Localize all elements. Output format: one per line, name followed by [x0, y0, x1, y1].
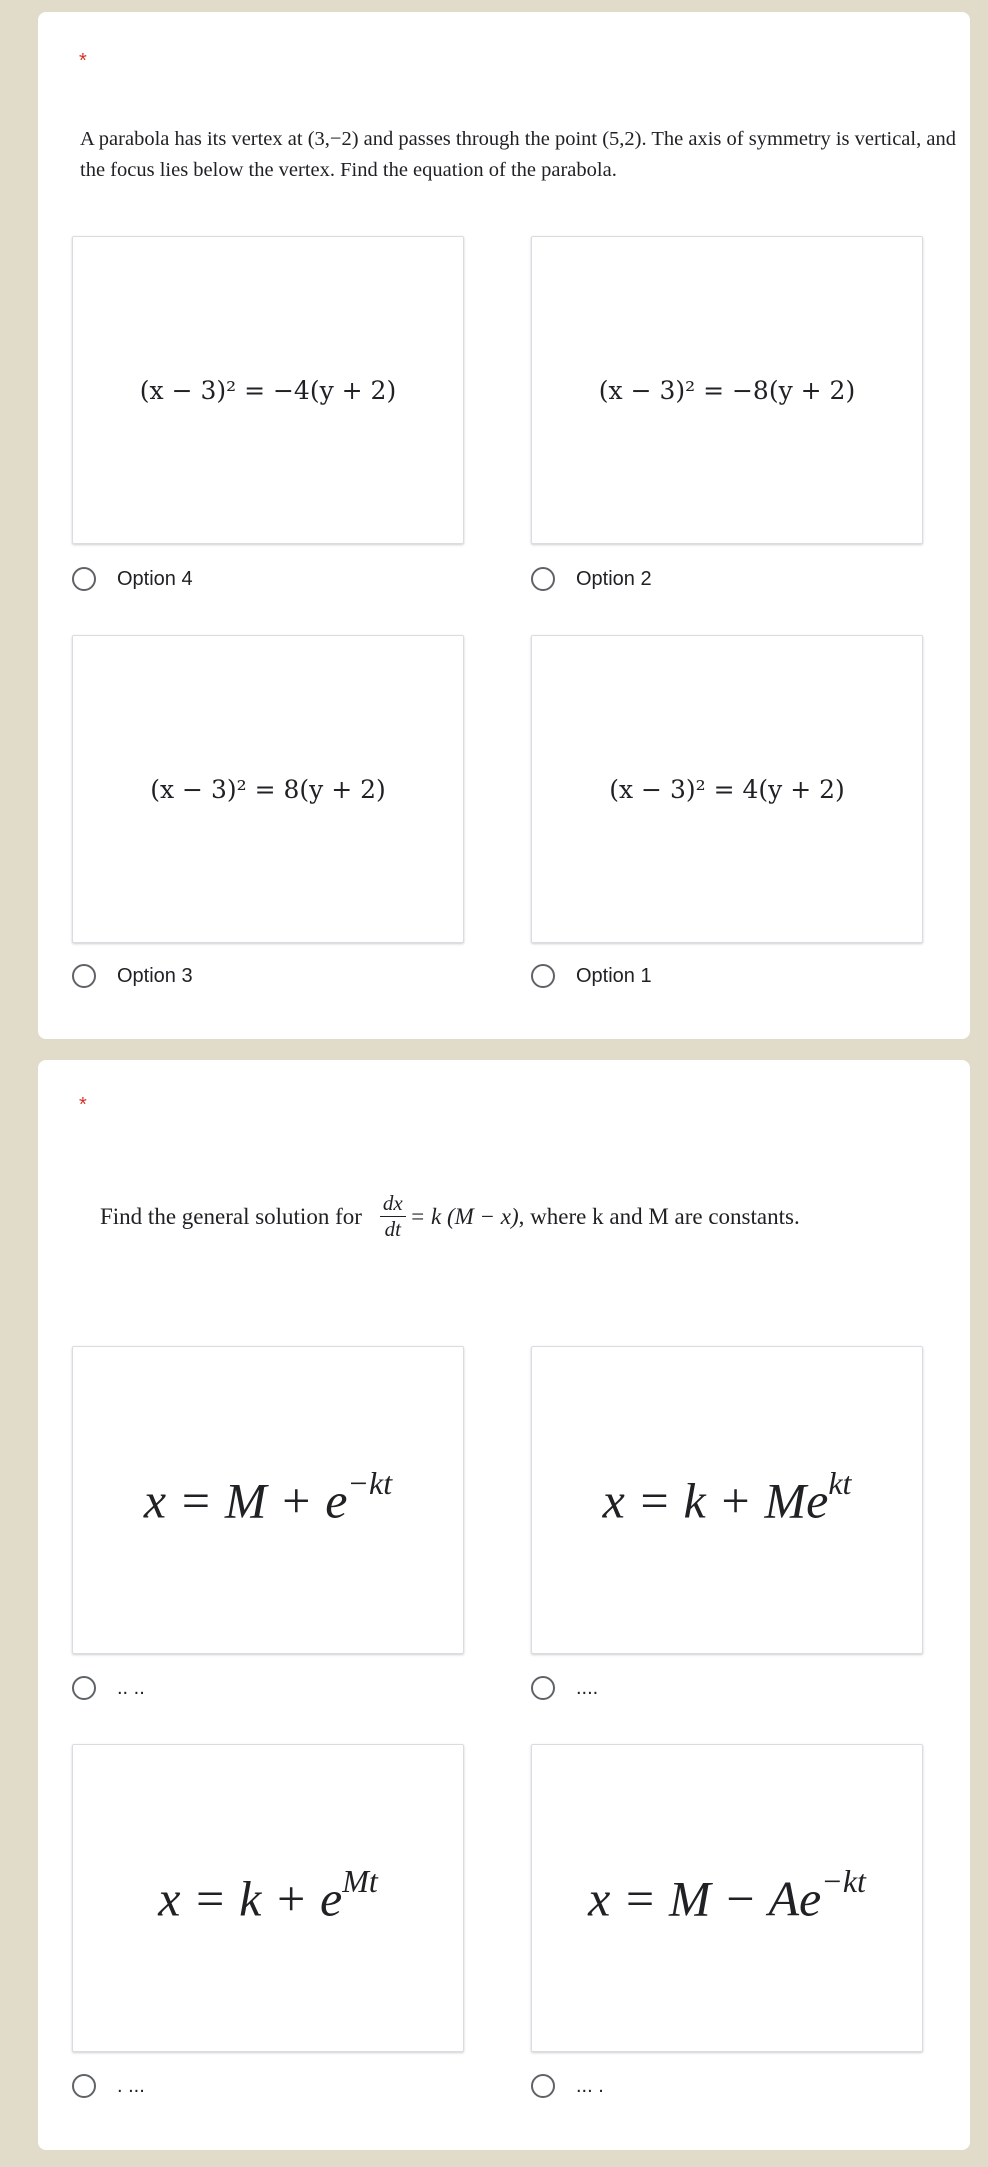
radio-option[interactable] [72, 564, 193, 594]
question-card-1 [38, 12, 970, 1039]
radio-option[interactable] [72, 2071, 145, 2101]
required-asterisk: * [79, 1094, 87, 1116]
option-label: ... . [576, 2074, 604, 2097]
option-equation: $x = M + e^{-kt}$ [143, 1464, 393, 1529]
option-label: .... [576, 1676, 599, 1699]
fraction-denominator: dt [384, 1217, 401, 1241]
radio-button[interactable] [531, 567, 555, 591]
radio-button[interactable] [531, 2074, 555, 2098]
option-label: Option 4 [117, 567, 193, 590]
radio-option[interactable] [531, 2071, 604, 2101]
option-equation: (x − 3)² = 4(y + 2) [609, 774, 845, 804]
option-image[interactable] [531, 1744, 923, 2052]
equation-rhs: = k (M − x) [409, 1203, 519, 1229]
question-text [100, 1191, 970, 1242]
option-equation: $x = M - Ae^{-kt}$ [588, 1862, 866, 1927]
radio-button[interactable] [531, 1676, 555, 1700]
option-equation: $x = k + e^{Mt}$ [158, 1862, 378, 1927]
radio-button[interactable] [531, 964, 555, 988]
radio-button[interactable] [72, 567, 96, 591]
option-image[interactable] [531, 635, 923, 943]
option-label: Option 3 [117, 964, 193, 987]
option-equation: (x − 3)² = 8(y + 2) [150, 774, 386, 804]
required-asterisk: * [79, 50, 87, 72]
option-image[interactable] [531, 236, 923, 544]
option-equation: (x − 3)² = −8(y + 2) [598, 375, 856, 405]
option-image[interactable] [531, 1346, 923, 1654]
question-prefix: Find the general solution for [100, 1203, 362, 1229]
question-suffix: , where k and M are constants. [518, 1203, 800, 1229]
option-equation: $x = k + Me^{kt}$ [602, 1464, 852, 1529]
question-card-2 [38, 1060, 970, 2150]
option-label: Option 2 [576, 567, 652, 590]
radio-button[interactable] [72, 964, 96, 988]
option-image[interactable] [72, 1346, 464, 1654]
option-equation: (x − 3)² = −4(y + 2) [139, 375, 397, 405]
radio-option[interactable] [531, 961, 652, 991]
fraction-numerator: dx [380, 1191, 406, 1217]
radio-option[interactable] [72, 1673, 145, 1703]
derivative-fraction [380, 1191, 406, 1242]
radio-option[interactable] [72, 961, 193, 991]
option-image[interactable] [72, 1744, 464, 2052]
radio-option[interactable] [531, 1673, 598, 1703]
option-label: Option 1 [576, 964, 652, 987]
option-label: . ... [117, 2074, 145, 2097]
option-image[interactable] [72, 236, 464, 544]
option-label: .. .. [117, 1676, 145, 1699]
radio-button[interactable] [72, 1676, 96, 1700]
radio-button[interactable] [72, 2074, 96, 2098]
option-image[interactable] [72, 635, 464, 943]
question-text: A parabola has its vertex at (3,−2) and passes through the point (5,2). The axis of symmetry is vertical, and the focus lies below the vertex. Find the equation of the parabola. [80, 128, 956, 181]
radio-option[interactable] [531, 564, 652, 594]
